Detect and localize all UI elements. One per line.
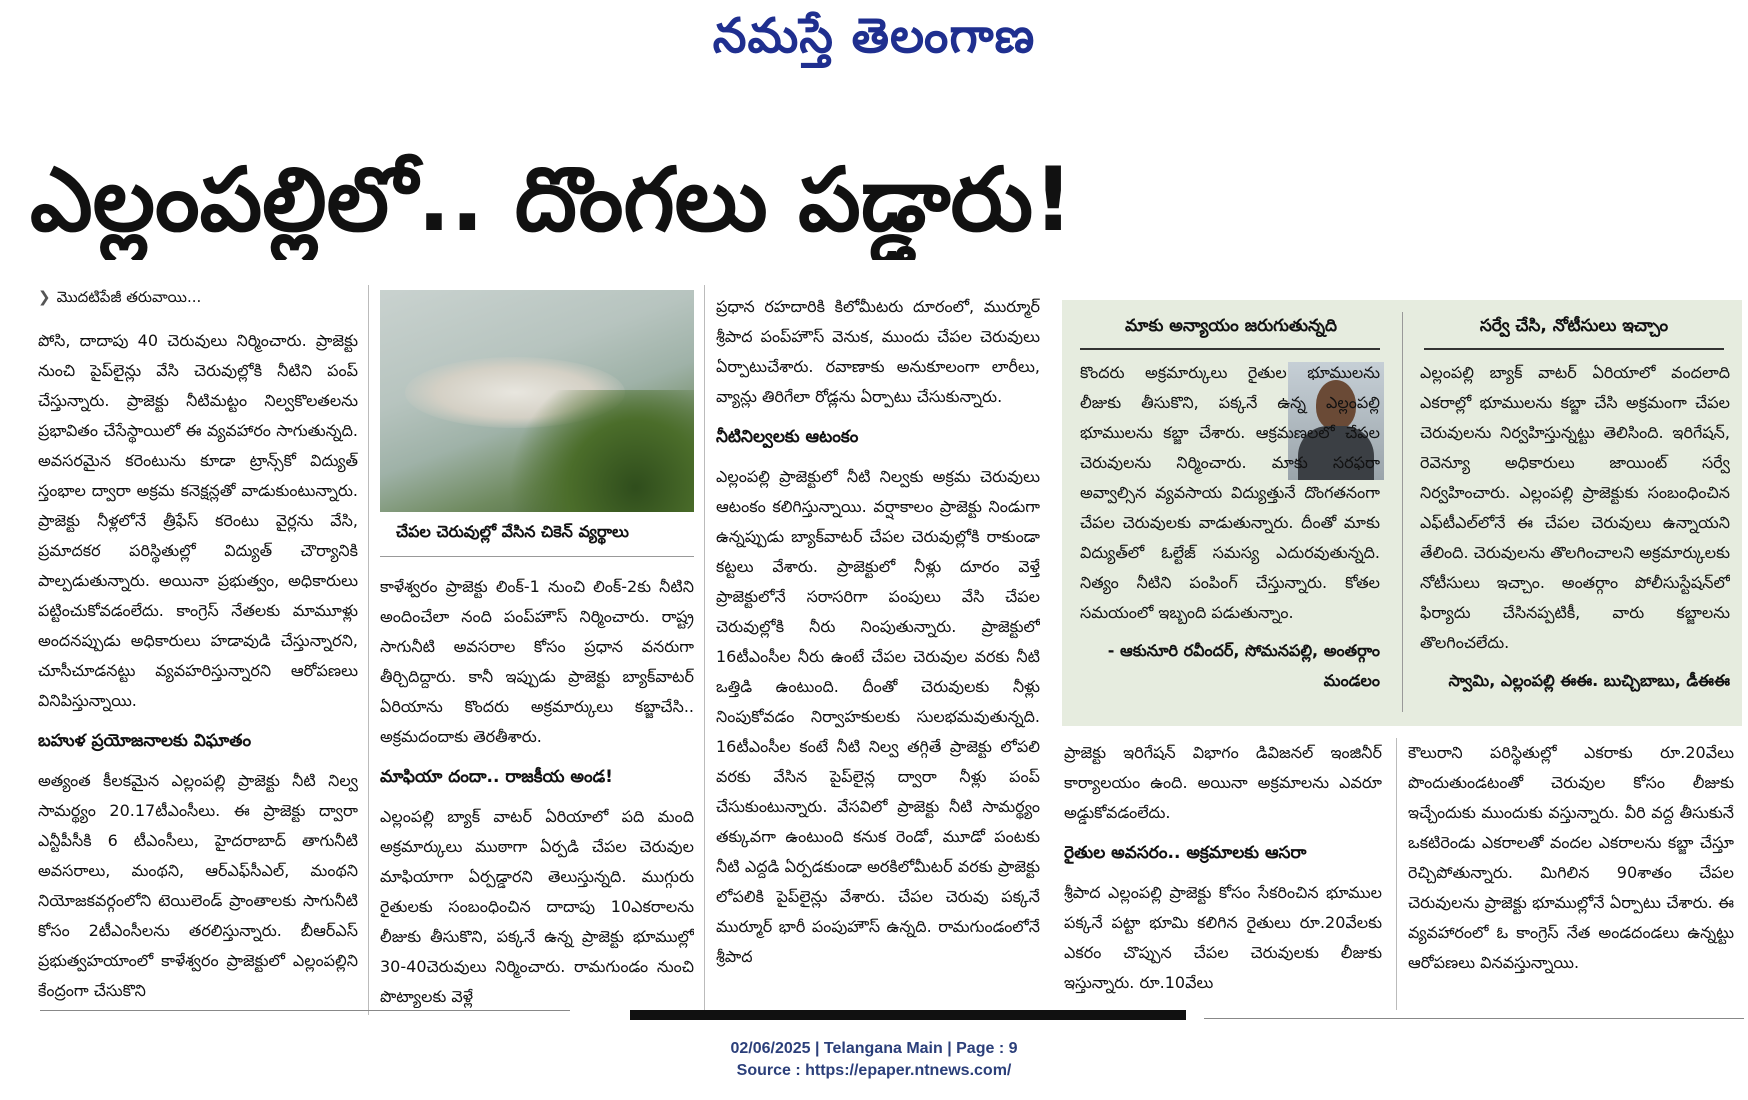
subheading: బహుళ ప్రయోజనాలకు విఘాతం <box>38 731 252 751</box>
box-quote: కొందరు అక్రమార్కులు రైతుల భూములను లీజుకు తీసుకొని, పక్కనే ఉన్న ఎల్లంపల్లి భూములను కబ్జా చేశారు. ఆక్రమణలలో చేపల చెరువులను నిర్మించారు. మాకు సరఫరా అవ్వాల్సిన వ్యవసాయ విద్యుత్తునే దొంగతనంగా చేపల చెరువులకు వాడుతున్నారు. దీంతో మాకు విద్యుత్‌లో ఓల్టేజ్ సమస్య ఎదురవుతున్నది. నిత్యం నీటిని పంపింగ్ చేస్తున్నారు. కోతల సమయంలో ఇబ్బంది పడుతున్నాం. <box>1080 363 1380 622</box>
bottom-black-bar <box>630 1010 1186 1020</box>
paragraph: కౌలురాని పరిస్థితుల్లో ఎకరాకు రూ.20వేలు పొందుతుండటంతో చెరువుల కోసం లీజుకు ఇచ్చేందుకు ముందుకు వస్తున్నారు. వీరి వద్ద తీసుకునే ఒకటిరెండు ఎకరాలతో వందల ఎకరాలను కబ్జా చేస్తూ రెచ్చిపోతున్నారు. మిగిలిన 90శాతం చేపల చెరువులను ప్రాజెక్టు భూముల్లోనే ఏర్పాటు చేశారు. ఈ వ్యవహారంలో ఓ కాంగ్రెస్ నేత అండదండలు ఉన్నట్టు ఆరోపణలు వినవస్తున్నాయి. <box>1408 743 1734 972</box>
footer-source-link[interactable]: Source : https://epaper.ntnews.com/ <box>736 1062 1012 1079</box>
box-column-farmer <box>1080 358 1380 720</box>
article-column-5 <box>1408 738 1734 1008</box>
subheading: రైతుల అవసరం.. అక్రమాలకు ఆసరా <box>1064 843 1307 863</box>
column-divider <box>704 285 705 1015</box>
box-quote: ఎల్లంపల్లి బ్యాక్ వాటర్ ఏరియాలో వందలాది ఎకరాల్లో భూములను కబ్జా చేసి అక్రమంగా చేపల చెరువులను నిర్వహిస్తున్నట్టు తెలిసింది. ఇరిగేషన్, రెవెన్యూ అధికారులు జాయింట్ సర్వే నిర్వహించారు. ఎల్లంపల్లి ప్రాజెక్టుకు సంబంధించిన ఎఫ్‌టీఎల్‌లోనే ఈ చేపల చెరువులు ఉన్నాయని తేలింది. చెరువులను తొలగించాలని అక్రమార్కులకు నోటీసులు ఇచ్చాం. అంతర్గాం పోలీసుస్టేషన్‌లో ఫిర్యాదు చేసినప్పటికీ, వారు కబ్జాలను తొలగించలేదు. <box>1420 363 1730 652</box>
box-signature: స్వామి, ఎల్లంపల్లి ఈఈ. బుచ్చిబాబు, డీఈఈ <box>1448 671 1730 690</box>
paragraph: ప్రధాన రహదారికి కిలోమీటరు దూరంలో, ముర్మూర్ శ్రీపాద పంప్‌హౌస్ వెనుక, ముందు చేపల చెరువులు ఏర్పాటుచేశారు. రవాణాకు అనుకూలంగా లారీలు, వ్యాన్లు తిరిగేలా రోడ్లను ఏర్పాటు చేసుకున్నారు. <box>716 297 1040 406</box>
continued-from-front-page: ❯ మొదటిపేజీ తరువాయి... <box>38 288 202 306</box>
box-column-officials <box>1420 358 1730 720</box>
column-divider <box>368 285 369 1015</box>
masthead-logo: నమస్తే తెలంగాణ <box>712 8 1036 64</box>
bottom-rule-left <box>40 1010 570 1011</box>
column-divider <box>1396 738 1397 1010</box>
box-title-rule <box>1080 348 1380 350</box>
subheading: మాఫియా దందా.. రాజకీయ అండ! <box>380 767 613 787</box>
photo-caption: చేపల చెరువుల్లో వేసిన చికెన్ వ్యర్థాలు <box>396 522 629 541</box>
box-divider <box>1402 312 1403 712</box>
chevron-right-icon: ❯ <box>38 288 51 306</box>
box-title-rule <box>1424 348 1724 350</box>
bottom-rule-right <box>1204 1018 1744 1019</box>
headline: ఎల్లంపల్లిలో.. దొంగలు పడ్డారు! <box>30 148 1074 251</box>
paragraph: శ్రీపాద ఎల్లంపల్లి ప్రాజెక్టు కోసం సేకరించిన భూముల పక్కనే పట్టా భూమి కలిగిన రైతులు రూ.20వేలకు ఎకరం చొప్పున చేపల చెరువులకు లీజుకు ఇస్తున్నారు. రూ.10వేలు <box>1064 883 1382 992</box>
article-column-3 <box>716 292 1040 1008</box>
caption-rule <box>380 556 694 557</box>
paragraph: అత్యంత కీలకమైన ఎల్లంపల్లి ప్రాజెక్టు నీటి నిల్వ సామర్థ్యం 20.17టీఎంసీలు. ఈ ప్రాజెక్టు ద్వారా ఎన్టీపీసీకి 6 టీఎంసీలు, హైదరాబాద్ తాగునీటి అవసరాలు, మంథని, ఆర్‌ఎఫ్‌సీఎల్, మంథని నియోజకవర్గంలోని టెయిలెండ్ ప్రాంతాలకు సాగునీటి కోసం 2టీఎంసీలను తరలిస్తున్నారు. బీఆర్‌ఎస్ ప్రభుత్వహయాంలో కాళేశ్వరం ప్రాజెక్టులో ఎల్లంపల్లిని కేంద్రంగా చేసుకొని <box>38 771 358 1000</box>
paragraph: కాళేశ్వరం ప్రాజెక్టు లింక్-1 నుంచి లింక్-2కు నీటిని అందించేలా నంది పంప్‌హౌస్ నిర్మించారు. రాష్ట్ర సాగునీటి అవసరాల కోసం ప్రధాన వనరుగా తీర్చిదిద్దారు. కానీ ఇప్పుడు ప్రాజెక్టు బ్యాక్‌వాటర్ ఏరియాను కొందరు అక్రమార్కులు కబ్జాచేసి.. అక్రమదందాకు తెరతీశారు. <box>380 577 694 746</box>
subheading: నీటినిల్వలకు ఆటంకం <box>716 427 859 447</box>
photo-vegetation <box>499 390 694 512</box>
article-column-1 <box>38 282 358 1008</box>
paragraph: ప్రాజెక్టు ఇరిగేషన్ విభాగం డివిజనల్ ఇంజినీర్ కార్యాలయం ఉంది. అయినా అక్రమాలను ఎవరూ అడ్డుకోవడంలేదు. <box>1064 743 1382 822</box>
box-title-farmer: మాకు అన్యాయం జరుగుతున్నది <box>1125 316 1337 336</box>
paragraph: ఎల్లంపల్లి ప్రాజెక్టులో నీటి నిల్వకు అక్రమ చెరువులు ఆటంకం కలిగిస్తున్నాయి. వర్షాకాలం ప్రాజెక్టు నిండుగా ఉన్నప్పుడు బ్యాక్‌వాటర్ చేపల చెరువుల్లోకి రాకుండా కట్టలు వేశారు. ప్రాజెక్టులో నీళ్లు దూరం వెళ్తే ప్రాజెక్టులోనే సరాసరిగా పంపులు వేసి చేపల చెరువుల్లోకి నీరు నింపుతున్నారు. ప్రాజెక్టులో 16టీఎంసీల నీరు ఉంటే చేపల చెరువుల వరకు నీటి ఒత్తిడి ఉంటుంది. దీంతో చెరువులకు నీళ్లు నింపుకోవడం నిర్వాహకులకు సులభమవుతున్నది. 16టీఎంసీల కంటే నీటి నిల్వ తగ్గితే ప్రాజెక్టు లోపలి వరకు వేసిన పైప్‌లైన్ల ద్వారా నీళ్లు పంప్ చేసుకుంటున్నారు. వేసవిలో ప్రాజెక్టు నీటి సామర్థ్యం తక్కువగా ఉంటుంది కనుక రెండో, మూడో పంటకు నీటి ఎద్దడి ఏర్పడకుండా అరకిలోమీటర్ వరకు ప్రాజెక్టు లోపలికి పైప్‌లైన్లు వేశారు. చేపల చెరువు పక్కనే ముర్మూర్ భారీ పంపుహౌస్ ఉన్నది. రామగుండంలోనే శ్రీపాద <box>716 467 1040 966</box>
article-column-2 <box>380 572 694 1008</box>
news-photo <box>380 290 694 512</box>
box-signature: - ఆకునూరి రవీందర్, సోమనపల్లి, అంతర్గాం మండలం <box>1107 641 1380 690</box>
article-column-4 <box>1064 738 1382 1008</box>
box-title-officials: సర్వే చేసి, నోటీసులు ఇచ్చాం <box>1479 316 1669 336</box>
footer-edition-info: 02/06/2025 | Telangana Main | Page : 9 <box>730 1040 1018 1057</box>
paragraph: ఎల్లంపల్లి బ్యాక్ వాటర్ ఏరియాలో పది మంది అక్రమార్కులు ముఠాగా ఏర్పడి చేపల చెరువుల మాఫియాగా ఏర్పడ్డారని తెలుస్తున్నది. ముగ్గురు రైతులకు సంబంధించిన దాదాపు 10ఎకరాలను లీజుకు తీసుకొని, పక్కనే ఉన్న ప్రాజెక్టు భూముల్లో 30-40చెరువులు నిర్మించారు. రామగుండం నుంచి పొట్యాలకు వెళ్లే <box>380 807 694 1006</box>
paragraph: పోసి, దాదాపు 40 చెరువులు నిర్మించారు. ప్రాజెక్టు నుంచి పైప్‌లైన్లు వేసి చెరువుల్లోకి నీటిని పంప్ చేస్తున్నారు. ప్రాజెక్టు నీటిమట్టం నిల్వకొలతలను ప్రభావితం చేసేస్థాయిలో ఈ వ్యవహారం సాగుతున్నది. అవసరమైన కరెంటును కూడా ట్రాన్స్‌కో విద్యుత్ స్తంభాల ద్వారా అక్రమ కనెక్షన్లతో వాడుకుంటున్నారు. ప్రాజెక్టు నీళ్లలోనే త్రీఫేస్ కరెంటు వైర్లను వేసి, ప్రమాదకర పరిస్థితుల్లో విద్యుత్ చౌర్యానికి పాల్పడుతున్నారు. అయినా ప్రభుత్వం, అధికారులు పట్టించుకోవడంలేదు. కాంగ్రెస్ నేతలకు మామూళ్లు అందనప్పుడు అధికారులు హడావుడి చేస్తున్నారని, చూసీచూడనట్టు వ్యవహరిస్తున్నారని ఆరోపణలు వినిపిస్తున్నాయి. <box>38 331 358 710</box>
